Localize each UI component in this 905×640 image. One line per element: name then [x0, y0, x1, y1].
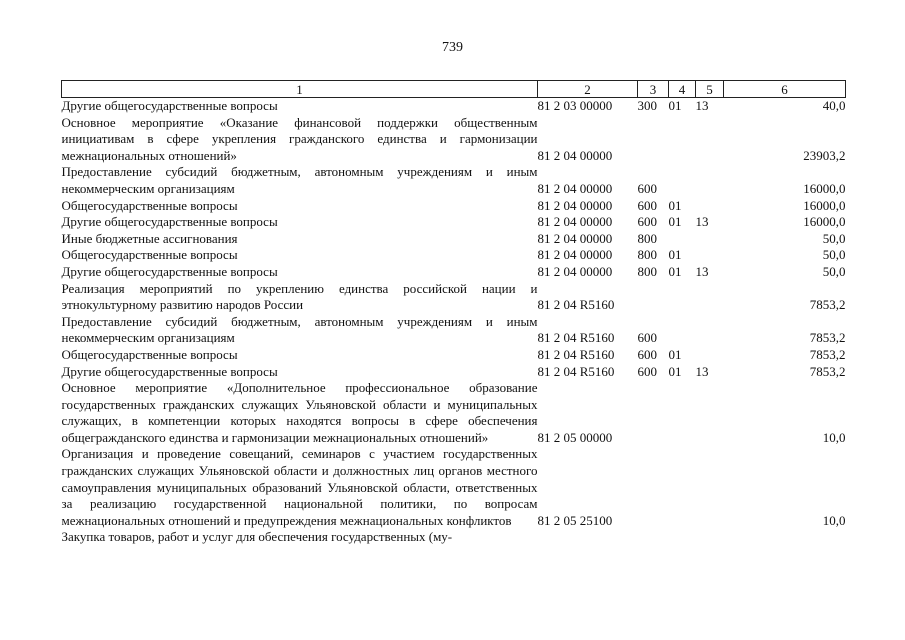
row-section [669, 446, 696, 529]
row-expense-type: 600 [637, 330, 657, 346]
row-subsection [696, 281, 724, 314]
row-subsection: 13 [695, 98, 709, 113]
row-name: Другие общегосударственные вопросы [61, 363, 278, 379]
row-amount: 16000,0 [803, 214, 846, 230]
row-subsection [696, 380, 724, 446]
row-code: 81 2 04 R5160 [537, 346, 615, 362]
row-amount: 23903,2 [803, 147, 846, 163]
row-expense-type: 600 [637, 180, 657, 196]
row-code: 81 2 04 00000 [537, 180, 613, 196]
row-code: 81 2 04 R5160 [537, 330, 615, 346]
row-expense-type [638, 281, 669, 314]
table-row [62, 314, 846, 347]
row-expense-type [638, 115, 669, 165]
page-number: 739 [442, 40, 463, 55]
row-name: Другие общегосударственные вопросы [61, 214, 278, 230]
table-row [62, 198, 846, 215]
row-name: Общегосударственные вопросы [61, 247, 238, 263]
row-code: 81 2 04 R5160 [537, 363, 615, 379]
row-amount [724, 529, 846, 546]
table-row [62, 281, 846, 314]
row-amount: 50,0 [822, 247, 846, 263]
row-subsection [696, 198, 724, 215]
row-name: Реализация мероприятий по укреплению единства российской нации и этнокультурному развитию народов России [61, 280, 538, 313]
table-row [62, 364, 846, 381]
row-subsection [696, 314, 724, 347]
row-subsection [696, 446, 724, 529]
table-row [62, 98, 846, 115]
column-header: 3 [638, 81, 669, 98]
row-section: 01 [668, 98, 682, 113]
row-section: 01 [668, 197, 682, 213]
column-header: 6 [724, 81, 846, 98]
row-section [669, 314, 696, 347]
row-section: 01 [668, 247, 682, 263]
row-section [669, 380, 696, 446]
row-section [669, 281, 696, 314]
row-code: 81 2 04 00000 [537, 147, 613, 163]
table-row [62, 214, 846, 231]
row-code: 81 2 05 25100 [537, 512, 613, 528]
table-row [62, 115, 846, 165]
column-header: 4 [669, 81, 696, 98]
row-code: 81 2 03 00000 [537, 98, 613, 113]
row-amount: 16000,0 [803, 197, 846, 213]
row-code: 81 2 04 00000 [537, 214, 613, 230]
table-row [62, 264, 846, 281]
row-amount: 50,0 [822, 230, 846, 246]
row-name: Иные бюджетные ассигнования [61, 230, 238, 246]
row-section [669, 529, 696, 546]
row-code: 81 2 04 00000 [537, 197, 613, 213]
table-row [62, 380, 846, 446]
row-expense-type [638, 529, 669, 546]
row-expense-type: 600 [637, 363, 657, 379]
row-subsection [696, 247, 724, 264]
table-row [62, 446, 846, 529]
row-expense-type: 600 [637, 346, 657, 362]
row-section: 01 [668, 346, 682, 362]
row-amount: 50,0 [822, 263, 846, 279]
row-section: 01 [668, 263, 682, 279]
row-name: Основное мероприятие «Дополнительное профессиональное образование государственных гражданских служащих Ульяновской области и муниципальных служащих, в компетенции которых находятся вопросы в сфере обеспечения общегражданского единства и гармонизации межнациональных отношений» [61, 380, 538, 445]
table-row [62, 231, 846, 248]
table-row [62, 529, 846, 546]
row-subsection: 13 [695, 214, 709, 230]
row-name: Закупка товаров, работ и услуг для обеспечения государственных (му- [61, 529, 453, 545]
row-subsection [696, 231, 724, 248]
row-subsection [696, 115, 724, 165]
row-expense-type: 800 [637, 230, 657, 246]
row-name: Организация и проведение совещаний, семинаров с участием государственных гражданских служащих Ульяновской области и должностных лиц органов местного самоуправления муниципальных образований Ульяновской области, ответственных за реализацию государственной национальной политики, по вопросам межнациональных отношений и предупреждения межнациональных конфликтов [61, 446, 538, 528]
row-amount: 10,0 [822, 512, 846, 528]
row-section [669, 231, 696, 248]
row-name: Предоставление субсидий бюджетным, автономным учреждениям и иным некоммерческим организациям [61, 164, 538, 196]
table-row [62, 347, 846, 364]
column-header: 1 [62, 81, 538, 98]
row-code [538, 529, 638, 546]
row-expense-type: 300 [637, 98, 657, 113]
row-subsection: 13 [695, 363, 709, 379]
table-row [62, 247, 846, 264]
column-header: 2 [538, 81, 638, 98]
table-header-row [62, 81, 846, 98]
row-expense-type: 800 [637, 263, 657, 279]
row-name: Предоставление субсидий бюджетным, автономным учреждениям и иным некоммерческим организациям [61, 313, 538, 346]
row-amount: 7853,2 [809, 297, 846, 313]
row-subsection [696, 529, 724, 546]
row-amount: 16000,0 [803, 180, 846, 196]
row-expense-type: 800 [637, 247, 657, 263]
row-amount: 40,0 [822, 98, 846, 113]
row-expense-type: 600 [637, 197, 657, 213]
row-name: Общегосударственные вопросы [61, 197, 238, 213]
row-section [669, 115, 696, 165]
row-amount: 7853,2 [809, 330, 846, 346]
row-subsection: 13 [695, 263, 709, 279]
table-row [62, 164, 846, 197]
row-section: 01 [668, 363, 682, 379]
row-name: Общегосударственные вопросы [61, 346, 238, 362]
row-section [669, 164, 696, 197]
row-section: 01 [668, 214, 682, 230]
row-code: 81 2 04 R5160 [537, 297, 615, 313]
row-expense-type: 600 [637, 214, 657, 230]
row-amount: 7853,2 [809, 363, 846, 379]
row-expense-type [638, 446, 669, 529]
row-code: 81 2 04 00000 [537, 230, 613, 246]
row-amount: 10,0 [822, 429, 846, 445]
row-amount: 7853,2 [809, 346, 846, 362]
row-code: 81 2 04 00000 [537, 263, 613, 279]
row-name: Другие общегосударственные вопросы [61, 98, 278, 113]
row-name: Другие общегосударственные вопросы [61, 263, 278, 279]
row-code: 81 2 05 00000 [537, 429, 613, 445]
row-code: 81 2 04 00000 [537, 247, 613, 263]
column-header: 5 [696, 81, 724, 98]
row-subsection [696, 347, 724, 364]
row-name: Основное мероприятие «Оказание финансовой поддержки общественным инициативам в сфере укрепления гражданского единства и гармонизации межнациональных отношений» [61, 114, 538, 163]
row-subsection [696, 164, 724, 197]
row-expense-type [638, 380, 669, 446]
budget-table [61, 80, 846, 546]
